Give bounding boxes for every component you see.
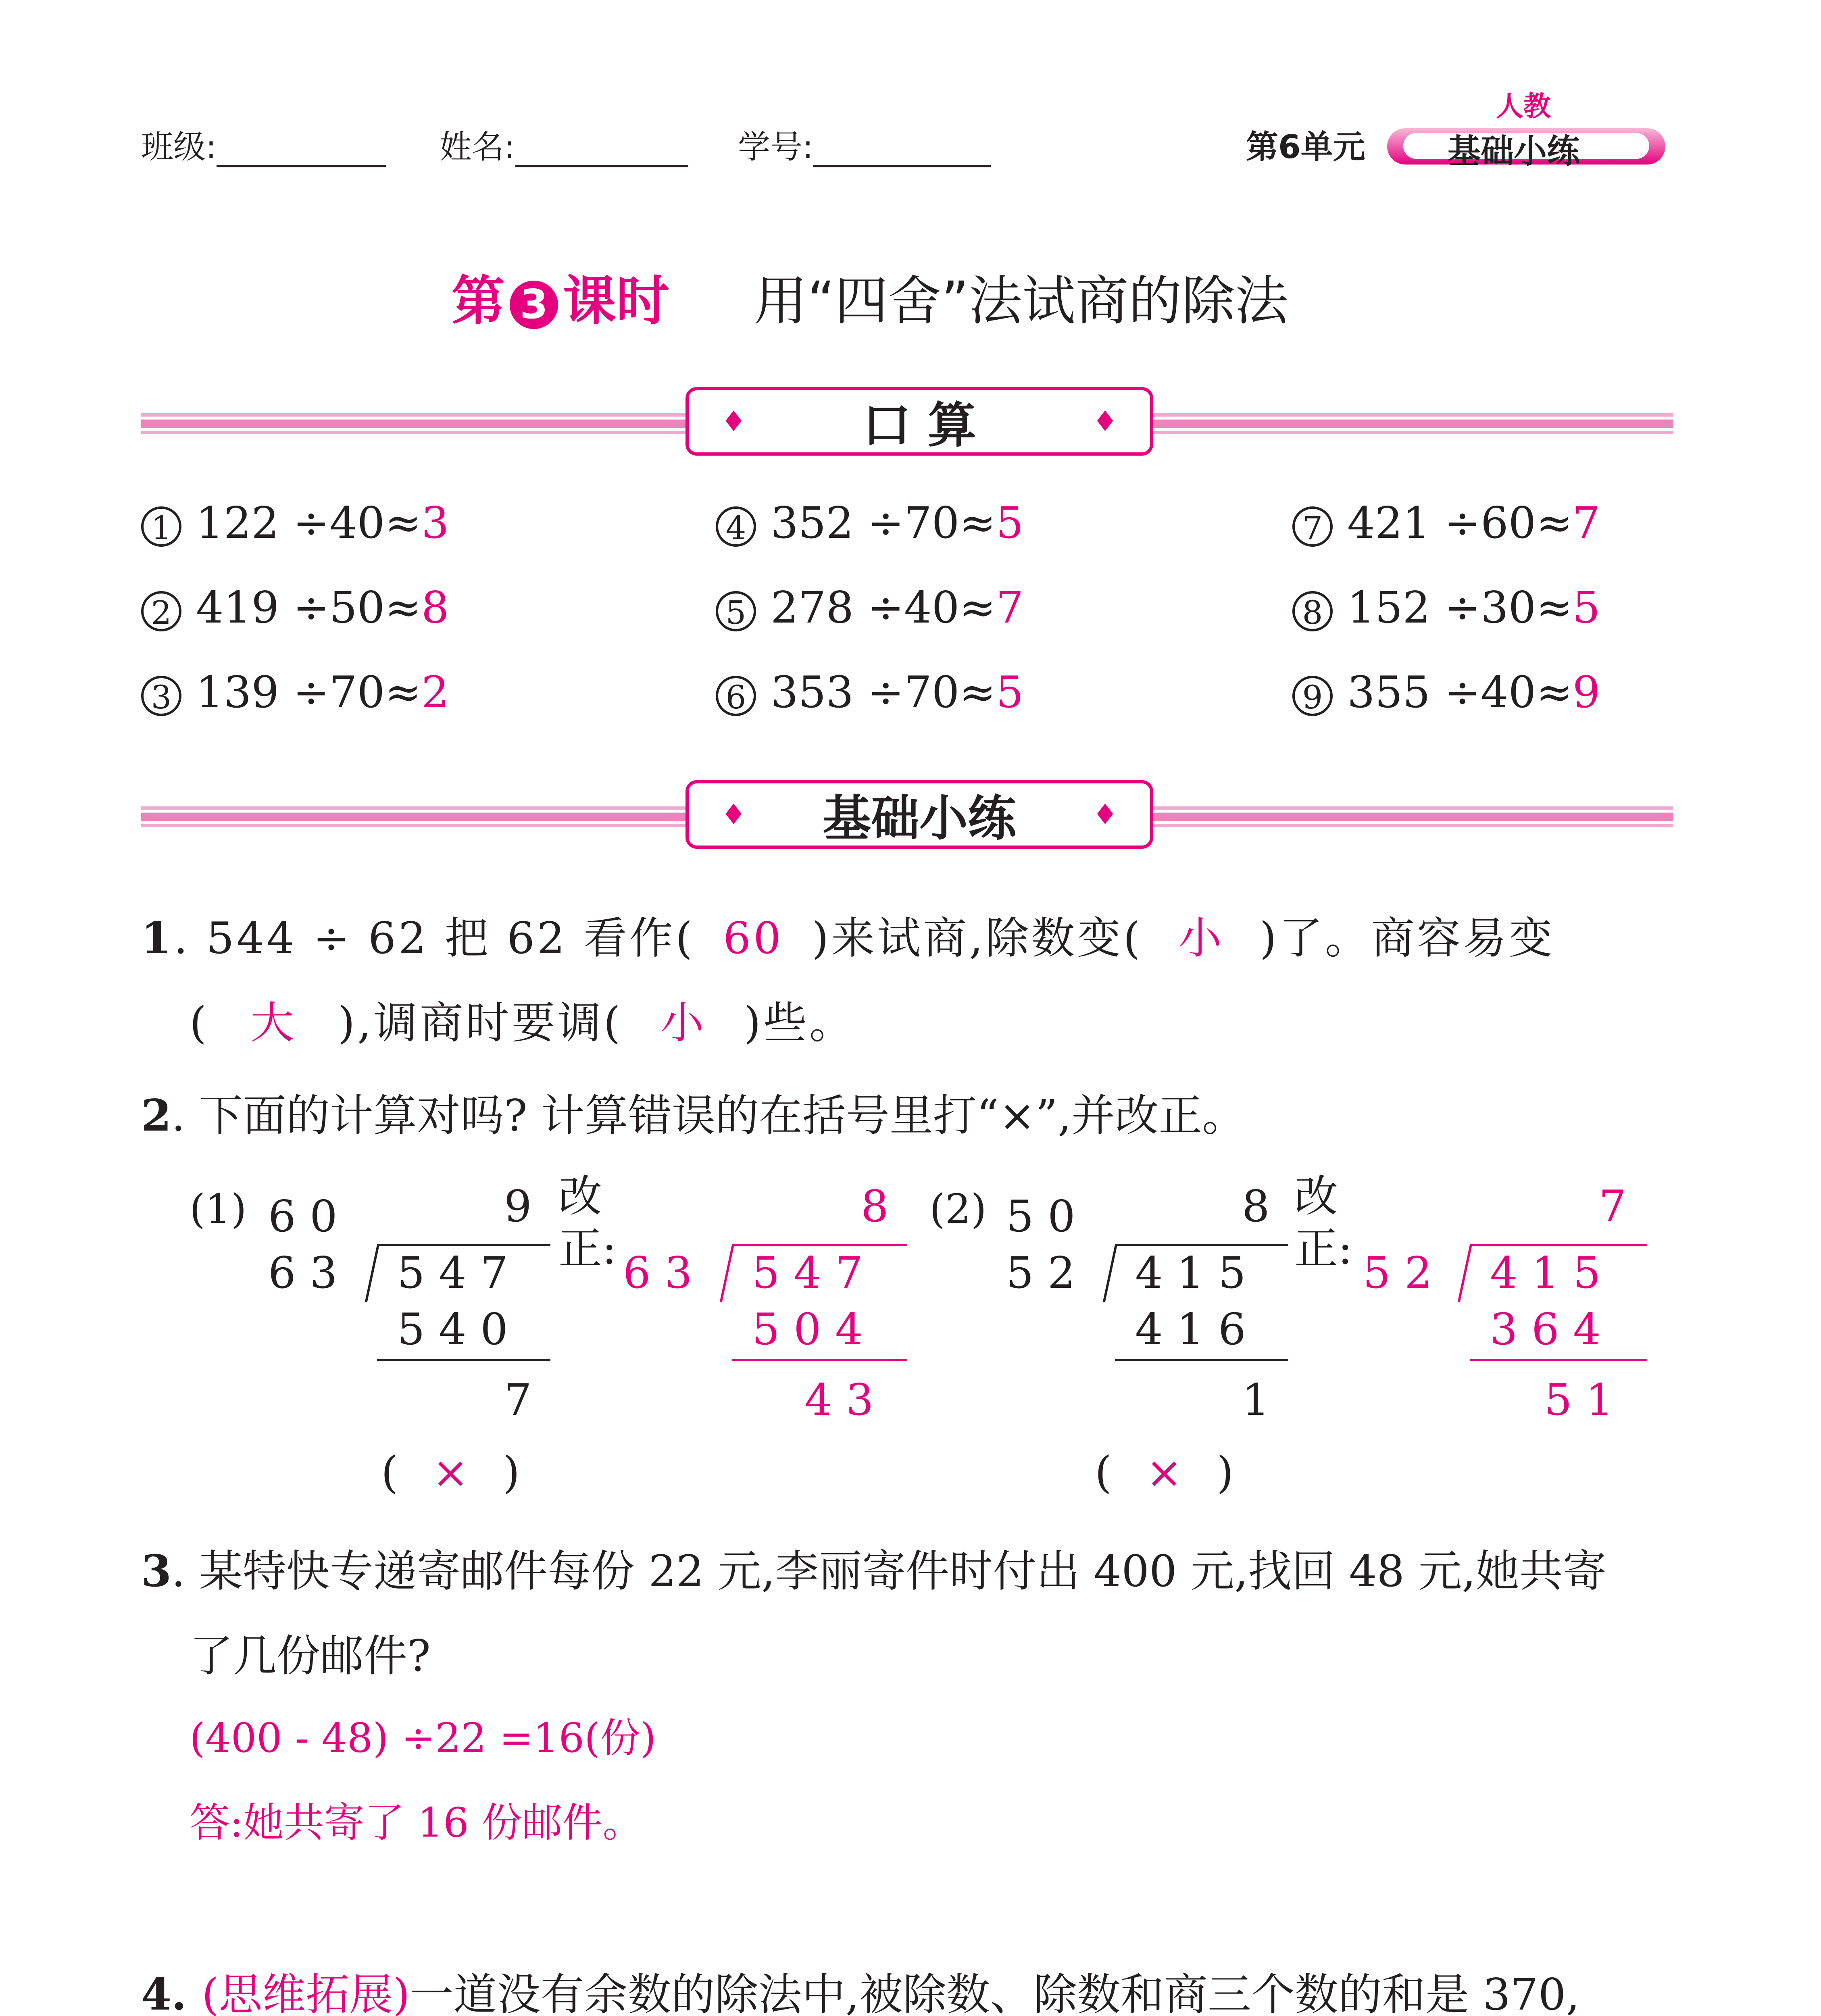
oral-problem: [716, 498, 1024, 548]
corrected-divisor: 6 3: [623, 1248, 692, 1298]
subtraction-line: [377, 1359, 550, 1361]
lesson-number-badge: 3: [510, 281, 558, 329]
trial-divisor: 5 0: [1006, 1191, 1075, 1242]
subtraction-line: [1470, 1359, 1647, 1361]
q1-answer-blank[interactable]: 小: [1178, 913, 1224, 964]
corrected-remainder: 5 1: [1544, 1375, 1614, 1425]
oral-expression: 152 ÷30≈: [1347, 583, 1573, 633]
q1-answer-blank[interactable]: 大: [250, 998, 297, 1048]
corrected-dividend: 5 4 7: [752, 1248, 863, 1298]
correction-label: 正:: [558, 1224, 617, 1274]
corrected-product: 3 6 4: [1490, 1304, 1601, 1355]
wrong-mark[interactable]: ×: [1146, 1447, 1183, 1498]
dividend: 4 1 5: [1135, 1248, 1246, 1298]
oral-problem: [141, 667, 449, 718]
question-1-line-1: [141, 903, 1555, 966]
q1-text: )些。: [744, 998, 855, 1048]
q2-text: . 下面的计算对吗? 计算错误的在括号里打“×”,并改正。: [171, 1091, 1246, 1141]
oral-answer: 8: [421, 583, 449, 633]
quotient: 9: [504, 1181, 532, 1232]
q3-text: . 某特快专递寄邮件每份 22 元,李丽寄件时付出 400 元,找回 48 元,她共寄: [171, 1546, 1606, 1597]
bracket-open: (: [1095, 1447, 1112, 1498]
class-label: 班级:: [141, 128, 217, 166]
item-number: 3: [141, 676, 181, 716]
division-bracket-side: [1103, 1244, 1118, 1302]
item-number: 8: [1292, 591, 1333, 631]
wrong-mark[interactable]: ×: [432, 1447, 469, 1498]
student-id-blank[interactable]: [813, 141, 991, 167]
oral-answer: 7: [1572, 498, 1600, 548]
correction-label: 正:: [1294, 1224, 1353, 1274]
corrected-quotient: 8: [861, 1181, 889, 1232]
oral-problem: [141, 583, 449, 633]
oral-problem: [716, 667, 1024, 718]
oral-problem: [716, 583, 1024, 633]
q1-text: (: [190, 998, 209, 1048]
judgement-bracket: [381, 1447, 520, 1498]
diamond-icon: ♦: [1092, 798, 1118, 831]
bracket-close: ): [1217, 1447, 1234, 1498]
oral-expression: 122 ÷40≈: [196, 498, 421, 548]
corrected-product: 5 0 4: [752, 1304, 863, 1355]
corrected-divisor: 5 2: [1363, 1248, 1432, 1298]
product: 5 4 0: [397, 1304, 508, 1355]
judgement-bracket: [1095, 1447, 1233, 1498]
item-number: 6: [716, 676, 756, 716]
q1-text: ),调商时要调(: [338, 998, 623, 1048]
q4-text: 一道没有余数的除法中,被除数、除数和商三个数的和是 370,: [410, 1970, 1580, 2016]
remainder: 1: [1242, 1375, 1270, 1425]
q1-text: )了。商容易变: [1259, 913, 1555, 964]
corrected-quotient: 7: [1599, 1181, 1627, 1232]
subtraction-line: [1115, 1359, 1288, 1361]
item-number: 7: [1292, 506, 1333, 547]
oral-answer: 5: [996, 667, 1024, 718]
diamond-icon: ♦: [721, 798, 746, 831]
oral-problem: [1292, 667, 1600, 718]
division-bracket-top: [732, 1244, 907, 1246]
bracket-close: ): [503, 1447, 520, 1498]
question-2: [141, 1081, 1246, 1143]
oral-expression: 421 ÷60≈: [1347, 498, 1573, 548]
divisor: 6 3: [268, 1248, 338, 1298]
student-id-label: 学号:: [738, 128, 813, 166]
oral-expression: 353 ÷70≈: [771, 667, 996, 718]
name-blank[interactable]: [515, 141, 688, 167]
oral-expression: 352 ÷70≈: [771, 498, 996, 548]
part-label: (2): [929, 1185, 987, 1233]
question-3-line-2: 了几份邮件?: [190, 1631, 431, 1681]
question-number: 2: [141, 1090, 172, 1141]
question-number: 1: [141, 913, 174, 964]
name-label: 姓名:: [440, 128, 515, 166]
corrected-remainder: 4 3: [804, 1375, 874, 1425]
remainder: 7: [504, 1375, 532, 1425]
question-number: 3: [141, 1546, 172, 1597]
q1-text: )来试商,除数变(: [812, 913, 1143, 964]
diamond-icon: ♦: [1092, 405, 1118, 438]
section-header-practice: [685, 780, 1153, 849]
divisor: 5 2: [1006, 1248, 1075, 1298]
unit-label: 第6单元: [1246, 128, 1365, 166]
quotient: 8: [1242, 1181, 1270, 1232]
oral-problem: [1292, 498, 1600, 548]
trial-divisor: 6 0: [268, 1191, 338, 1242]
class-blank[interactable]: [217, 141, 386, 167]
q1-answer-blank[interactable]: 60: [723, 913, 783, 964]
oral-expression: 139 ÷70≈: [196, 667, 421, 718]
item-number: 2: [141, 591, 181, 631]
oral-expression: 419 ÷50≈: [196, 583, 421, 633]
division-bracket-top: [377, 1244, 550, 1246]
division-bracket-top: [1470, 1244, 1647, 1246]
oral-answer: 5: [996, 498, 1024, 548]
division-bracket-side: [1458, 1244, 1473, 1302]
item-number: 4: [716, 506, 756, 547]
division-bracket-side: [365, 1244, 380, 1302]
section-title-practice: 基础小练: [823, 791, 1016, 847]
question-4-line-1: 4. (思维拓展)一道没有余数的除法中,被除数、除数和商三个数的和是 370,: [141, 1960, 1580, 2016]
item-number: 5: [716, 591, 756, 631]
class-field[interactable]: [141, 121, 386, 167]
oral-expression: 355 ÷40≈: [1347, 667, 1573, 718]
division-bracket-top: [1115, 1244, 1288, 1246]
q4-tag: (思维拓展): [202, 1970, 410, 2016]
product: 4 1 6: [1135, 1304, 1246, 1355]
corrected-dividend: 4 1 5: [1490, 1248, 1601, 1298]
dividend: 5 4 7: [397, 1248, 508, 1298]
lesson-suffix: 课时: [563, 270, 669, 332]
diamond-icon: ♦: [721, 405, 746, 438]
item-number: 9: [1292, 676, 1333, 716]
part-label: (1): [190, 1185, 247, 1233]
q3-answer[interactable]: 答:她共寄了 16 份邮件。: [190, 1799, 643, 1846]
oral-answer: 3: [421, 498, 449, 548]
oral-answer: 9: [1572, 667, 1600, 718]
oral-problem: [1292, 583, 1600, 633]
question-number: 4: [141, 1969, 172, 2016]
page-title: 用“四舍”法试商的除法: [754, 270, 1288, 332]
oral-answer: 7: [996, 583, 1024, 633]
q1-answer-blank[interactable]: 小: [660, 998, 706, 1048]
lesson-prefix: 第: [452, 270, 505, 332]
division-bracket-side: [720, 1244, 735, 1302]
correction-label: 改: [1294, 1171, 1338, 1222]
question-1-line-2: [190, 988, 855, 1050]
q3-equation[interactable]: (400 - 48) ÷22 =16(份): [190, 1714, 656, 1762]
series-badge: [1387, 91, 1669, 171]
correction-label: 改: [558, 1171, 602, 1222]
oral-expression: 278 ÷40≈: [771, 583, 996, 633]
section-title-oral: 口 算: [863, 398, 976, 454]
oral-answer: 5: [1572, 583, 1600, 633]
section-header-oral: [685, 387, 1153, 456]
lesson-heading: [452, 258, 669, 335]
series-title: 基础小练: [1448, 132, 1580, 171]
subtraction-line: [732, 1359, 907, 1361]
publisher-label: 人教: [1496, 91, 1551, 123]
oral-answer: 2: [421, 667, 449, 718]
question-3-line-1: [141, 1536, 1606, 1599]
oral-problem: [141, 498, 449, 548]
student-id-field[interactable]: [738, 121, 991, 167]
q1-text: . 544 ÷ 62 把 62 看作(: [174, 913, 695, 964]
name-field[interactable]: [440, 121, 688, 167]
item-number: 1: [141, 506, 181, 547]
bracket-open: (: [381, 1447, 398, 1498]
